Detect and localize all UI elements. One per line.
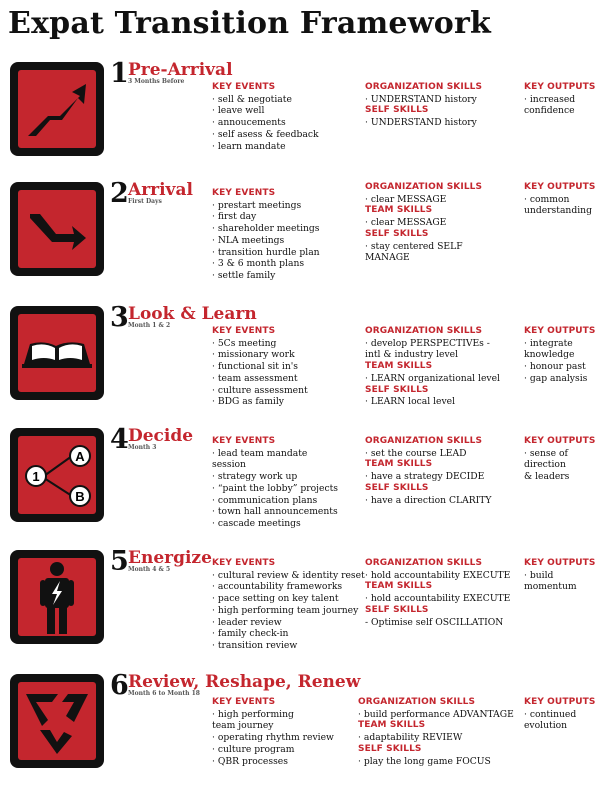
skills: [365, 326, 523, 408]
svg-text:A: A: [75, 449, 85, 464]
stage-number: 1: [110, 58, 129, 89]
svg-text:B: B: [75, 489, 85, 504]
list-item: · clear MESSAGE: [365, 193, 447, 205]
stage-timing: Month 1 & 2: [128, 322, 171, 329]
stage-number: 2: [110, 178, 129, 209]
list-item: confidence: [524, 105, 575, 117]
list-item: session: [212, 459, 246, 471]
list-item: · leave well: [212, 105, 265, 117]
stage-name: Look & Learn: [128, 304, 257, 324]
team-skills-heading: TEAM SKILLS: [365, 459, 433, 470]
key-outputs: [524, 326, 606, 385]
list-item: · common: [524, 193, 570, 205]
list-item: · 5Cs meeting: [212, 337, 277, 349]
key-outputs-heading: KEY OUTPUTS: [524, 326, 596, 336]
key-events-heading: KEY EVENTS: [212, 326, 276, 336]
key-outputs: [524, 697, 606, 732]
key-events-heading: KEY EVENTS: [212, 82, 276, 92]
list-item: · clear MESSAGE: [365, 217, 447, 229]
key-outputs-heading: KEY OUTPUTS: [524, 436, 596, 446]
list-item: · cascade meetings: [212, 517, 301, 529]
list-item: · QBR processes: [212, 755, 288, 767]
list-item: · transition hurdle plan: [212, 246, 320, 258]
stage-timing: First Days: [128, 198, 162, 205]
energized-person-icon: [18, 558, 96, 636]
list-item: · develop PERSPECTIVEs -: [365, 337, 490, 349]
stage-number: 3: [110, 302, 129, 333]
list-item: intl & industry level: [365, 349, 459, 361]
skills: [358, 697, 516, 767]
list-item: · “paint the lobby” projects: [212, 482, 339, 494]
list-item: · 3 & 6 month plans: [212, 258, 305, 270]
stage-name: Review, Reshape, Renew: [128, 672, 361, 692]
list-item: · gap analysis: [524, 372, 588, 384]
list-item: · set the course LEAD: [365, 447, 467, 459]
list-item: · learn mandate: [212, 140, 286, 152]
page-title: Expat Transition Framework: [8, 6, 491, 41]
stage-name: Energize: [128, 548, 212, 568]
stage-6-icon-frame: [10, 674, 104, 768]
key-events: [212, 697, 362, 767]
list-item: · leader review: [212, 616, 282, 628]
key-outputs: [524, 558, 606, 593]
list-item: · team assessment: [212, 372, 298, 384]
stage-timing: Month 3: [128, 444, 157, 451]
list-item: · UNDERSTAND history: [365, 117, 477, 129]
list-item: · lead team mandate: [212, 447, 308, 459]
org-skills-heading: ORGANIZATION SKILLS: [365, 182, 483, 192]
key-outputs: [524, 436, 606, 483]
key-events-heading: KEY EVENTS: [212, 188, 276, 198]
stage-5-icon-frame: [10, 550, 104, 644]
key-outputs-heading: KEY OUTPUTS: [524, 558, 596, 568]
stage-number: 4: [110, 424, 129, 455]
list-item: · communication plans: [212, 494, 318, 506]
stage-number: 5: [110, 546, 129, 577]
stage-3: [0, 302, 612, 416]
list-item: · pace setting on key talent: [212, 593, 339, 605]
stage-1-icon-frame: [10, 62, 104, 156]
list-item: understanding: [524, 205, 592, 217]
list-item: · missionary work: [212, 349, 295, 361]
stage-3-icon-frame: [10, 306, 104, 400]
arrow-up-right-icon: [18, 70, 96, 148]
key-outputs-heading: KEY OUTPUTS: [524, 82, 596, 92]
list-item: · sense of: [524, 447, 568, 459]
stage-2-icon-frame: [10, 182, 104, 276]
skills: [365, 182, 523, 264]
key-outputs-heading: KEY OUTPUTS: [524, 182, 596, 192]
org-skills-heading: ORGANIZATION SKILLS: [365, 326, 483, 336]
list-item: · culture program: [212, 743, 295, 755]
list-item: · have a strategy DECIDE: [365, 471, 485, 483]
list-item: · transition review: [212, 639, 298, 651]
stage-name: Arrival: [128, 180, 193, 200]
list-item: · strategy work up: [212, 471, 298, 483]
list-item: · town hall announcements: [212, 506, 338, 518]
list-item: · family check-in: [212, 628, 289, 640]
list-item: MANAGE: [365, 252, 410, 264]
decision-tree-icon: [18, 436, 96, 514]
list-item: · honour past: [524, 361, 586, 373]
self-skills-heading: SELF SKILLS: [365, 384, 429, 395]
list-item: knowledge: [524, 349, 575, 361]
list-item: · play the long game FOCUS: [358, 755, 491, 767]
arrow-down-right-icon: [18, 190, 96, 268]
list-item: · LEARN organizational level: [365, 372, 500, 384]
key-events: [212, 82, 362, 152]
list-item: · annoucements: [212, 117, 286, 129]
list-item: · cultural review & identity reset: [212, 569, 365, 581]
list-item: · LEARN local level: [365, 396, 456, 408]
list-item: · functional sit in's: [212, 361, 298, 373]
team-skills-heading: TEAM SKILLS: [358, 720, 426, 731]
self-skills-heading: SELF SKILLS: [365, 604, 429, 615]
key-events-heading: KEY EVENTS: [212, 558, 276, 568]
stage-1: [0, 58, 612, 172]
stage-timing: Month 4 & 5: [128, 566, 171, 573]
list-item: · NLA meetings: [212, 234, 285, 246]
stage-4: [0, 424, 612, 538]
skills: [365, 436, 523, 506]
org-skills-heading: ORGANIZATION SKILLS: [358, 697, 476, 707]
stage-timing: Month 6 to Month 18: [128, 690, 200, 697]
stage-6: [0, 670, 612, 784]
list-item: · operating rhythm review: [212, 732, 334, 744]
stage-timing: 3 Months Before: [128, 78, 185, 85]
stage-2: [0, 178, 612, 292]
team-skills-heading: TEAM SKILLS: [365, 205, 433, 216]
stage-name: Pre-Arrival: [128, 60, 233, 80]
list-item: · adaptability REVIEW: [358, 732, 463, 744]
list-item: - Optimise self OSCILLATION: [365, 616, 504, 628]
list-item: team journey: [212, 720, 274, 732]
list-item: · build: [524, 569, 554, 581]
stage-4-icon-frame: [10, 428, 104, 522]
list-item: · shareholder meetings: [212, 223, 320, 235]
team-skills-heading: TEAM SKILLS: [365, 581, 433, 592]
self-skills-heading: SELF SKILLS: [365, 482, 429, 493]
list-item: evolution: [524, 720, 568, 732]
list-item: momentum: [524, 581, 577, 593]
list-item: · high performing: [212, 708, 294, 720]
open-book-icon: [18, 314, 96, 392]
list-item: · culture assessment: [212, 384, 308, 396]
list-item: · UNDERSTAND history: [365, 93, 477, 105]
key-events-heading: KEY EVENTS: [212, 436, 276, 446]
list-item: · hold accountability EXECUTE: [365, 593, 511, 605]
list-item: · BDG as family: [212, 396, 284, 408]
list-item: · increased: [524, 93, 576, 105]
org-skills-heading: ORGANIZATION SKILLS: [365, 558, 483, 568]
stage-number: 6: [110, 670, 129, 701]
list-item: · accountability frameworks: [212, 581, 343, 593]
list-item: · first day: [212, 211, 257, 223]
key-outputs-heading: KEY OUTPUTS: [524, 697, 596, 707]
key-outputs: [524, 82, 606, 117]
org-skills-heading: ORGANIZATION SKILLS: [365, 82, 483, 92]
list-item: · integrate: [524, 337, 573, 349]
list-item: · hold accountability EXECUTE: [365, 569, 511, 581]
recycle-triangle-icon: [18, 682, 96, 760]
list-item: · high performing team journey: [212, 604, 359, 616]
skills: [365, 558, 523, 628]
key-events-heading: KEY EVENTS: [212, 697, 276, 707]
skills: [365, 82, 523, 129]
list-item: · stay centered SELF: [365, 240, 463, 252]
team-skills-heading: TEAM SKILLS: [365, 361, 433, 372]
svg-text:1: 1: [32, 469, 40, 484]
list-item: · settle family: [212, 269, 276, 281]
list-item: · have a direction CLARITY: [365, 494, 492, 506]
stage-name: Decide: [128, 426, 194, 446]
key-events: [212, 188, 362, 282]
list-item: · continued: [524, 708, 577, 720]
key-events: [212, 326, 362, 408]
list-item: & leaders: [524, 471, 570, 483]
key-outputs: [524, 182, 606, 217]
org-skills-heading: ORGANIZATION SKILLS: [365, 436, 483, 446]
self-skills-heading: SELF SKILLS: [365, 228, 429, 239]
list-item: · sell & negotiate: [212, 93, 292, 105]
list-item: · build performance ADVANTAGE: [358, 708, 514, 720]
self-skills-heading: SELF SKILLS: [365, 105, 429, 116]
list-item: · self asess & feedback: [212, 128, 319, 140]
list-item: · prestart meetings: [212, 199, 302, 211]
stage-5: [0, 546, 612, 660]
list-item: direction: [524, 459, 566, 471]
key-events: [212, 436, 362, 530]
key-events: [212, 558, 365, 652]
self-skills-heading: SELF SKILLS: [358, 743, 422, 754]
